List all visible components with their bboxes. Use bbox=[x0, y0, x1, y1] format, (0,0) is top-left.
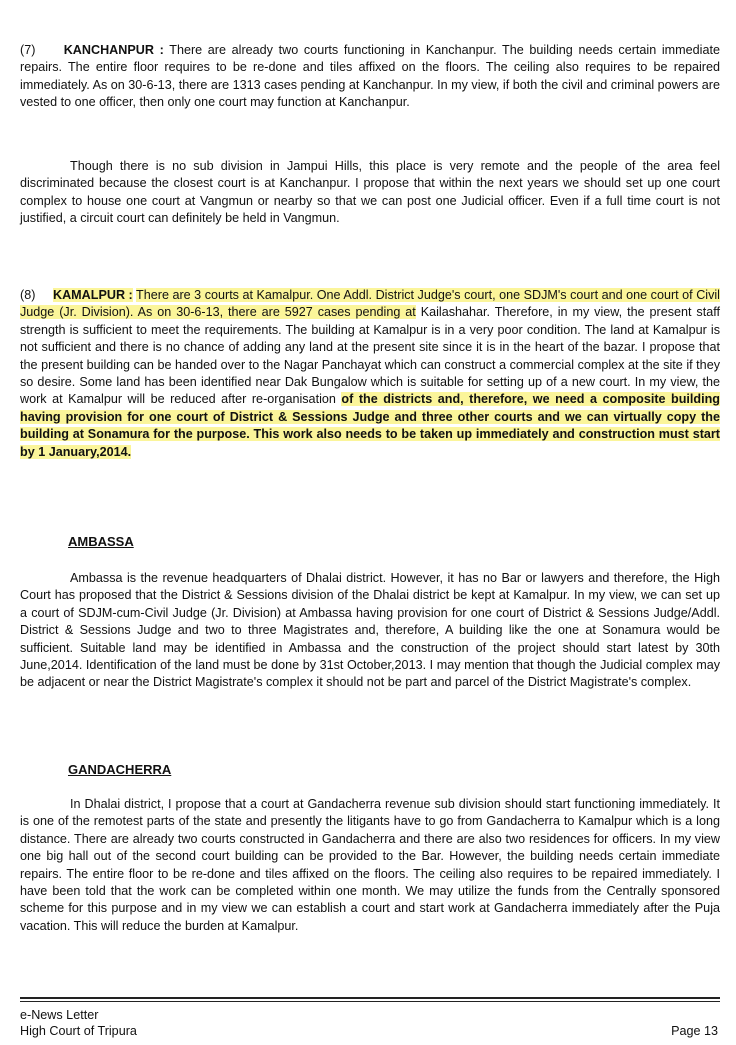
gandacherra-paragraph: In Dhalai district, I propose that a court at Gandacherra revenue sub division should start functioning immediately. It is one of the remotest parts of the state and presently the litigants have to go from Gandacherra to Kamalpur which is a long distance. There are already two courts constructed in Gandacherra and there are also two residences for officers. In my view one big hall out of the second court building can be provided to the Bar. However, the building needs certain immediate repairs. The entire floor to be re-done and tiles affixed on the floors. The ceiling also requires to be repaired immediately. I have been told that the work can be completed within one month. We may utilize the funds from the Centrally sponsored scheme for this purpose and in my view we can establish a court and start work at Gandacherra immediately after the Puja vacation. This will reduce the burden at Kamalpur. bbox=[20, 797, 720, 933]
footer-newsletter: e-News Letter bbox=[20, 1008, 99, 1022]
kamalpur-text: Kailashahar. Therefore, in my view, the present staff strength is sufficient to meet the requirements. The building at Kamalpur is in a very poor condition. The land at Kamalpur is not sufficient and there is no chance of adding any land at the present site since it is in the heart of the bazar. I propose that the present building can be handed over to the Nagar Panchayat which can construct a commercial complex at the site if they so desire. Some land has been identified near Dak Bungalow which is suitable for setting up of a new court. In my view, the work at Kamalpur will be reduced after re-organisation bbox=[20, 305, 720, 407]
ambassa-paragraph: Ambassa is the revenue headquarters of Dhalai district. However, it has no Bar or lawyers and therefore, the High Court has proposed that the District & Sessions division of the Dhalai district be kept at Kamalpur. In my view, we can set up a court of SDJM-cum-Civil Judge (Jr. Division) at Ambassa having provision for one court of District & Sessions Judge/Addl. District & Sessions Judge and two to three Magistrates and, therefore, A building like the one at Sonamura would be sufficient. Suitable land may be identified in Ambassa and the construction of the project should start latest by 30th June,2014. Identification of the land must be done by 31st October,2013. I may mention that though the Judicial complex may be adjacent or near the District Magistrate's complex it should not be part and parcel of the District Magistrate's complex. bbox=[20, 571, 720, 690]
footer-rule-thin bbox=[20, 1001, 720, 1002]
kamalpur-number: (8) bbox=[20, 288, 36, 302]
footer-rule bbox=[20, 997, 720, 999]
kanchanpur-number: (7) bbox=[20, 43, 36, 57]
kamalpur-paragraph bbox=[20, 287, 720, 461]
kamalpur-highlight-a: There are 3 courts at Kamalpur. One Addl. District Judge's court, one SDJM's court and one court of Civil Judge (Jr. Division). As on 30-6-13, there are 5927 cases pending at bbox=[20, 288, 720, 320]
kanchanpur-paragraph bbox=[20, 42, 720, 112]
kamalpur-heading: KAMALPUR : bbox=[52, 288, 133, 302]
jampui-paragraph: Though there is no sub division in Jampui Hills, this place is very remote and the people of the area feel discriminated because the closest court is at Kanchanpur. I propose that within the next years we should set up one court complex to house one court at Vangmun or nearby so that we can post one Judicial officer. Even if a full time court is not justified, a circuit court can definitely be held in Vangmun. bbox=[20, 159, 720, 226]
gandacherra-heading: GANDACHERRA bbox=[68, 762, 172, 777]
footer-court-name: High Court of Tripura bbox=[20, 1024, 137, 1038]
kamalpur-highlight-b: of the districts and, therefore, we need a composite building having provision for one court of District & Sessions Judge and three other courts and we can virtually copy the building at Sonamura for the purpose. This work also needs to be taken up immediately and construction must start by 1 January,2014. bbox=[20, 392, 721, 459]
kanchanpur-text: There are already two courts functioning in Kanchanpur. The building needs certain immediate repairs. The entire floor requires to be re-done and tiles affixed on the floors. The ceiling also requires to be repaired immediately. As on 30-6-13, there are 1313 cases pending at Kanchanpur. In my view, if both the civil and criminal powers are vested to one officer, then only one court may function at Kanchanpur. bbox=[20, 43, 720, 110]
ambassa-heading: AMBASSA bbox=[68, 534, 134, 549]
kanchanpur-heading: KANCHANPUR : bbox=[63, 43, 164, 57]
page-number: Page 13 bbox=[671, 1024, 718, 1038]
